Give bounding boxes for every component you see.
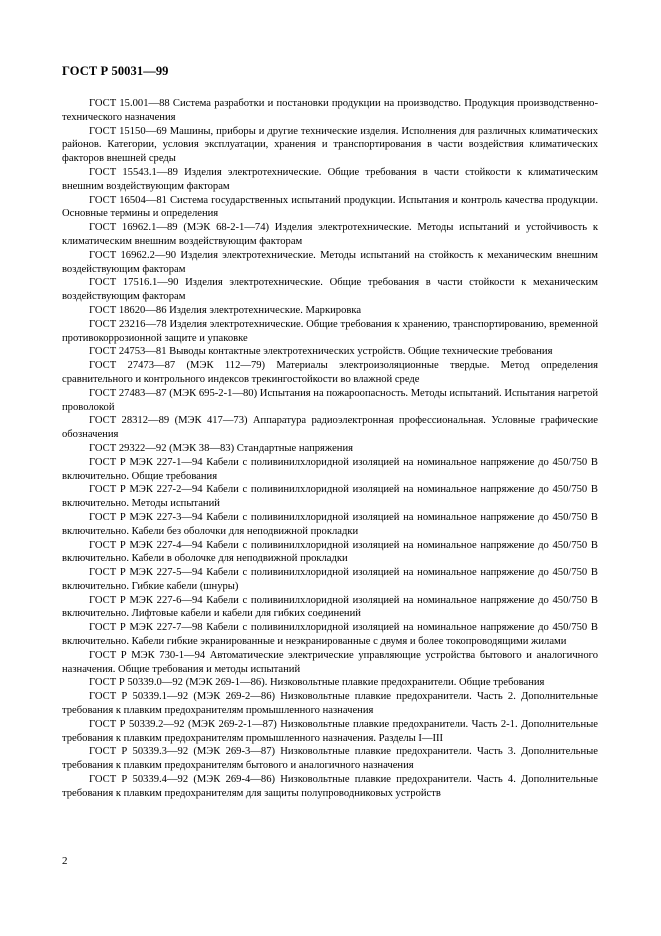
reference-item: ГОСТ Р МЭК 227-2—94 Кабели с поливинилхлоридной изоляцией на номинальное напряжение до 450/750 В включительно. Методы испытаний [62,484,598,510]
reference-item: ГОСТ 18620—86 Изделия электротехнические. Маркировка [89,304,362,316]
reference-item: ГОСТ Р МЭК 227-4—94 Кабели с поливинилхлоридной изоляцией на номинальное напряжение до 450/750 В включительно. Кабели в оболочке для неподвижной прокладки [62,539,598,565]
reference-item: ГОСТ Р 50339.3—92 (МЭК 269-3—87) Низковольтные плавкие предохранители. Часть 3. Дополнительные требования к плавким предохранителям бытового и аналогичного назначения [62,746,598,772]
document-code-header: ГОСТ Р 50031—99 [62,64,169,78]
reference-item: ГОСТ 27473—87 (МЭК 112—79) Материалы электроизоляционные твердые. Метод определения сравнительного и контрольного индексов трекингостойкости во влажной среде [62,360,598,385]
reference-item: ГОСТ Р МЭК 227-6—94 Кабели с поливинилхлоридной изоляцией на номинальное напряжение до 450/750 В включительно. Лифтовые кабели и кабели для гибких соединений [62,594,598,620]
reference-item: ГОСТ Р 50339.1—92 (МЭК 269-2—86) Низковольтные плавкие предохранители. Часть 2. Дополнительные требования к плавким предохранителям промышленного назначения [62,691,598,717]
reference-item: ГОСТ 29322—92 (МЭК 38—83) Стандартные напряжения [89,442,353,454]
reference-item: ГОСТ 23216—78 Изделия электротехнические. Общие требования к хранению, транспортированию, временной противокоррозионной защите и упаковке [62,318,598,344]
reference-item: ГОСТ 16962.1—89 (МЭК 68-2-1—74) Изделия электротехнические. Методы испытаний и устойчивость к климатическим внешним воздействующим факторам [62,222,598,247]
reference-item: ГОСТ 27483—87 (МЭК 695-2-1—80) Испытания на пожароопасность. Методы испытаний. Испытания нагретой проволокой [62,387,598,413]
reference-item: ГОСТ Р МЭК 227-1—94 Кабели с поливинилхлоридной изоляцией на номинальное напряжение до 450/750 В включительно. Общие требования [62,456,598,482]
reference-item: ГОСТ 15.001—88 Система разработки и постановки продукции на производство. Продукция производственно-технического назначения [62,98,598,123]
reference-item: ГОСТ Р 50339.2—92 (МЭК 269-2-1—87) Низковольтные плавкие предохранители. Часть 2-1. Дополнительные требования к плавким предохранителям промышленного назначения. Разделы I—III [62,718,598,744]
reference-item: ГОСТ 17516.1—90 Изделия электротехнические. Общие требования в части стойкости к механическим воздействующим факторам [62,277,598,303]
reference-item: ГОСТ 28312—89 (МЭК 417—73) Аппаратура радиоэлектронная профессиональная. Условные графические обозначения [62,415,598,441]
page-number: 2 [62,855,68,867]
reference-item: ГОСТ 15543.1—89 Изделия электротехнические. Общие требования в части стойкости к климатическим внешним воздействующим факторам [62,166,598,192]
reference-item: ГОСТ 16962.2—90 Изделия электротехнические. Методы испытаний на стойкость к механическим внешним воздействующим факторам [62,249,598,275]
reference-item: ГОСТ 16504—81 Система государственных испытаний продукции. Испытания и контроль качества продукции. Основные термины и определения [62,194,598,220]
reference-item: ГОСТ Р 50339.0—92 (МЭК 269-1—86). Низковольтные плавкие предохранители. Общие требования [89,677,545,689]
normative-references-list [62,97,598,801]
reference-item: ГОСТ 24753—81 Выводы контактные электротехнических устройств. Общие технические требования [89,346,553,358]
reference-item: ГОСТ Р МЭК 227-7—98 Кабели с поливинилхлоридной изоляцией на номинальное напряжение до 450/750 В включительно. Кабели гибкие экранированные и неэкранированные с двумя и более токопроводящими жилами [62,622,598,648]
reference-item: ГОСТ Р МЭК 227-3—94 Кабели с поливинилхлоридной изоляцией на номинальное напряжение до 450/750 В включительно. Кабели без оболочки для неподвижной прокладки [62,511,598,537]
reference-item: ГОСТ Р МЭК 227-5—94 Кабели с поливинилхлоридной изоляцией на номинальное напряжение до 450/750 В включительно. Гибкие кабели (шнуры) [62,567,598,592]
reference-item: ГОСТ 15150—69 Машины, приборы и другие технические изделия. Исполнения для различных климатических районов. Категории, условия эксплуатации, хранения и транспортирования в части воздействия климатических факторов внешней среды [62,125,598,165]
reference-item: ГОСТ Р МЭК 730-1—94 Автоматические электрические управляющие устройства бытового и аналогичного назначения. Общие требования и методы испытаний [62,649,598,675]
reference-item: ГОСТ Р 50339.4—92 (МЭК 269-4—86) Низковольтные плавкие предохранители. Часть 4. Дополнительные требования к плавким предохранителям для защиты полупроводниковых устройств [62,774,598,799]
